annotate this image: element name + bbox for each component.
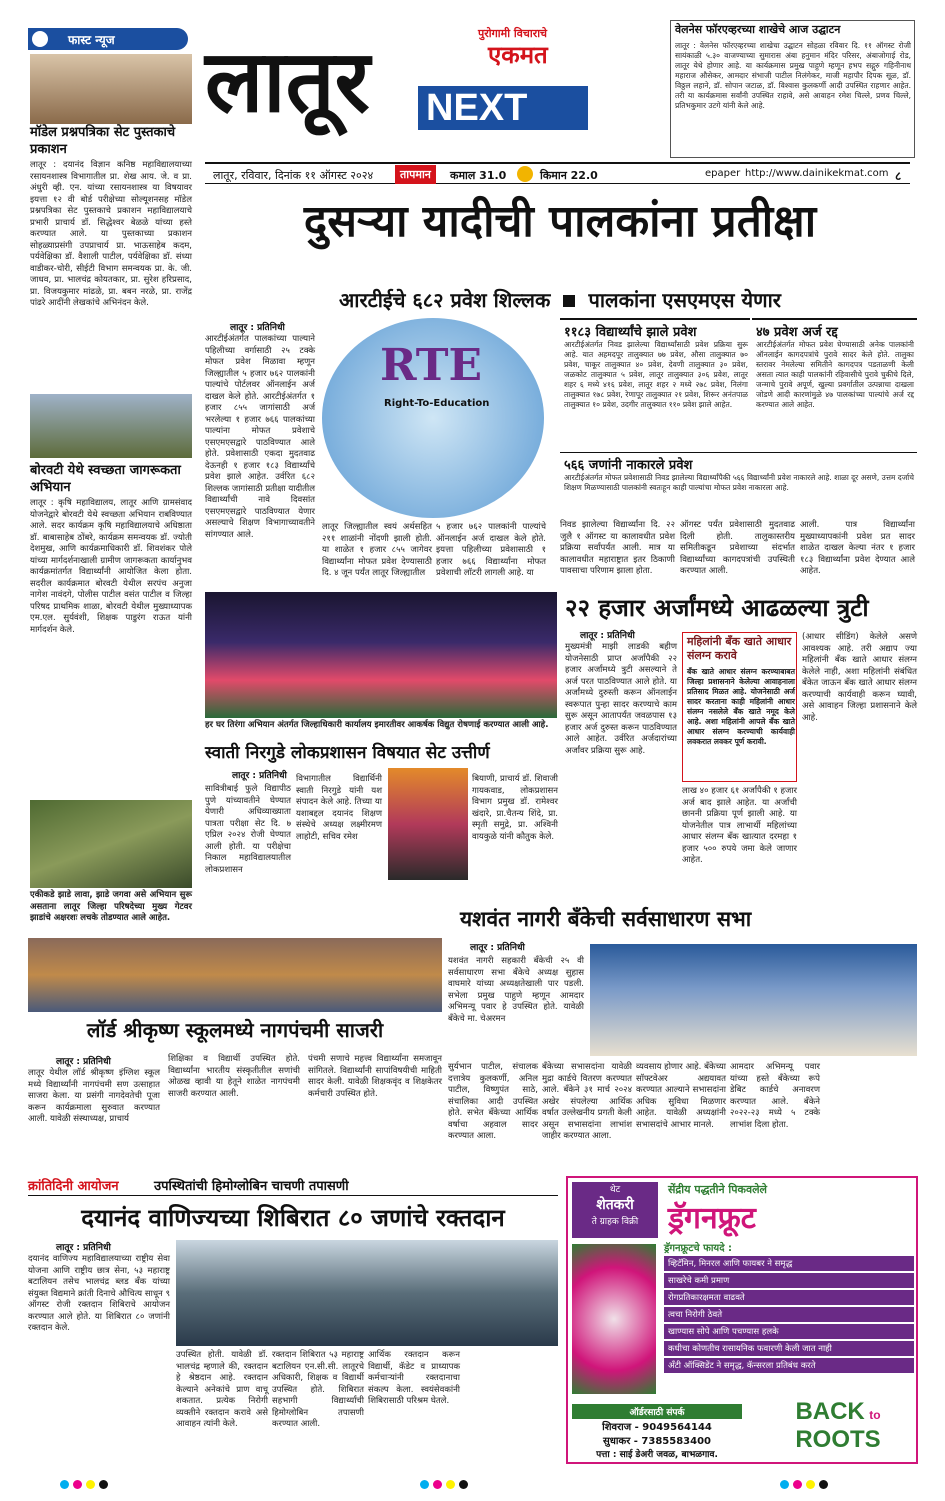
magenta-mark [73,1480,82,1489]
ad-tag2: शेतकरी [596,1197,634,1213]
yellow-mark [446,1480,455,1489]
cyan-mark [780,1480,789,1489]
kranti-c1: दयानंद वाणिज्य महाविद्यालयाच्या राष्ट्रीय सेवा योजना आणि राष्ट्रीय छात्र सेना, ५३ महाराष्ट्र बटालियन तसेच भालचंद्र ब्लड बँक यांच्या संयुक्त विद्यमाने क्रांती दिनाचे औचित्य साधून ९ ऑगस्ट रोजी रक्तदान शिबिराचे आयोजन करण्यात आले होते. या शिबिरात ८० जणांनी रक्तदान केले. [28,1254,170,1333]
masthead-brand: एकमत [488,40,548,69]
story2-title: बोरवटी येथे स्वच्छता जागरूकता अभियान [30,463,181,495]
trees-caption: एकीकडे झाडे लावा, झाडे जगवा असे अभियान सुरू असताना लातूर जिल्हा परिषदेच्या मुख्य गेटवर झाडांचे अक्षरशः लचके तोडण्यात आले आहेत. [30,890,192,923]
bank-c5: आमदार अभिमन्यू पवार यांच्या हस्ते बँकेच्या रूपे डेबिट कार्डचे अनावरण करण्यात आले. बँकेने २०२२-२३ मध्ये ५ टक्के लाभांश दिला होता. [730,1062,820,1130]
page-number: ८ [895,169,902,183]
chevron-down-icon [32,31,48,47]
brand-to: to [869,1408,881,1422]
box1-title: ११८३ विद्यार्थ्यांचे झाले प्रवेश [564,325,697,340]
color-marks-right [780,1480,828,1489]
story2-body: लातूर : कृषि महाविद्यालय, लातूर आणि ग्रामसंवाद योजनेद्वारे बोरवटी येथे स्वच्छता अभियान राबविण्यात आले. सदर कार्यक्रम कृषि महाविद्यालयाचे अधिष्ठाता डॉ. बाबासाहेब ठोंबरे, कार्यक्रम समन्वयक डॉ. ज्योती देशमुख, आणि कार्यक्रमाधिकारी डॉ. शिवशंकर पोले यांच्या मार्गदर्शनाखाली ग्रामीण जागरूकता कार्यानुभव कार्यक्रमांतर्गत विद्यार्थ्यांनी आयोजित केला होता. सदरील कार्यक्रमात बोरवटी येथील सरपंच अनुजा नागेश नावंदगे, पोलीस पाटील वसंत पाटील व जिल्हा परिषद प्राथमिक शाळा, बोरवटी येथील मुख्याध्यापक एम.एल. सुर्यवंशी, शिक्षक पाडुरंग राऊत यांनी मार्गदर्शन केले. [30,498,192,635]
main-col1: आरटीईअंतर्गत पालकांच्या पाल्याने पहिलीच्या वर्गासाठी २५ टक्के मोफत प्रवेश मिळावा म्हणून जिल्ह्यातील ५ हजार ७६२ पालकांनी पाल्यांचे पोर्टलवर ऑनलाईन अर्ज दाखल केले होते. आरटीईअंतर्गत १ हजार ८५५ जागांसाठी अर्ज भरलेल्या १ हजार ७६६ पालकांच्या पाल्यांना मोफत प्रवेशाचे एसएमएसद्वारे पाठविण्यात आले होते. प्रवेशासाठी एकदा मुदतवाढ देऊनही १ हजार १८३ विद्यार्थ्यांचे प्रवेश झाले आहेत. उर्वरित ६८२ शिल्लक जागांसाठी प्रतीक्षा यादीतील विद्यार्थ्यांची नावे दिवसांत एसएमएसद्वारे पाठविण्यात येणार असल्याचे शिक्षण विभागाच्यावतीने सांगण्यात आले. [205,334,315,540]
benefit-item: खाण्यास सोपे आणि पचण्यास हलके [664,1324,914,1339]
ad-subtitle: सेंद्रीय पद्धतीने पिकवलेले [668,1183,768,1196]
benefit-item: साखरेचे कमी प्रमाण [664,1273,914,1288]
swati-photo [388,768,468,880]
cyan-mark [420,1480,429,1489]
book-launch-photo [30,54,192,124]
trutis-headline: २२ हजार अर्जांमध्ये आढळल्या त्रुटी [565,593,869,622]
kranti-c5 [464,1350,558,1458]
swati-headline: स्वाती निरगुडे लोकप्रशासन विषयात सेट उत्तीर्ण [205,743,490,763]
epaper-label: epaper [705,168,741,179]
box1-body: आरटीईअंतर्गत निवड झालेल्या विद्यार्थ्यांसाठी प्रवेश प्रक्रिया सुरू आहे. यात अहमदपूर तालुक्यात ७७ प्रवेश, औसा तालुक्यात ७० प्रवेश, चाकूर तालुक्यात ४० प्रवेश, देवणी तालुक्यात ३० प्रवेश, जळकोट तालुक्यात ५ प्रवेश, लातूर तालुक्यात ३०६ प्रवेश, लातूर शहर ६ मध्ये ४१६ प्रवेश, लातूर शहर २ मध्ये २७८ प्रवेश, निलंगा तालुक्यात १७८ प्रवेश, रेणापूर तालुक्यात २१ प्रवेश, शिरूर अनंतपाळ तालुक्यात १० प्रवेश, उदगीर तालुक्यात ११० प्रवेश झाले आहेत. [564,340,748,409]
benefit-item: व्हिटॅमिन, मिनरल आणि फायबर ने समृद्ध [664,1256,914,1271]
trutis-byline: लातूर : प्रतिनिधी [580,631,635,641]
bank-c1: यशवंत नागरी सहकारी बँकेची २५ वी सर्वसाधारण सभा बँकेचे अध्यक्ष सुहास वाघमारे यांच्या अध्यक्षतेखाली पार पडली. सभेला प्रमुख पाहुणे म्हणून आमदार अभिमन्यू पवार हे उपस्थित होते. यावेळी बँकेचे मा. चेअरमन [448,956,584,1024]
box3-title: ५६६ जणांनी नाकारले प्रवेश [564,458,693,473]
benefit-item: अँटी ऑक्सिडेंट ने समृद्ध, कॅन्सरला प्रतिबंध करते [664,1358,914,1373]
swati-c2: विभागातील विद्यार्थिनी स्वाती निरगुडे यांनी यश संपादन केले आहे. तिच्या या यशाबद्दल दयानंद शिक्षण संस्थेचे अध्यक्ष लक्ष्मीरमण लाहोटी, सचिव रमेश [296,774,382,842]
ad-contact-title: ऑर्डरसाठी संपर्क [572,1404,742,1419]
benefit-item: कधीचा कोणतीच रासायनिक फवारणी केली जात नाही [664,1341,914,1356]
square-icon [563,295,575,307]
main-col2: लातूर जिल्ह्यातील स्वयं अर्थसहित २११ शाळांनी नोंदणी झाली होती. या शाळेत १ हजार ८५५ जागेवर विद्यार्थ्यांना मोफत प्रवेश देण्यासाठी दि. ४ जून पर्यंत लातूर जिल्ह्यातील [322,522,432,578]
trees-photo [30,800,192,888]
black-mark [99,1480,108,1489]
temp-max: कमाल 31.0 [450,169,507,182]
masthead-tagline: पुरोगामी विचाराचे [478,27,548,40]
aadhaar-title: महिलांनी बँक खाते आधार संलग्न करावे [687,635,792,662]
rte-sub: Right-To-Education [384,398,490,409]
temp-min: किमान 22.0 [540,169,598,182]
ad-tag1: थेट [609,1185,621,1195]
cyan-mark [60,1480,69,1489]
ad-benefit-title: ड्रॅगनफ्रूटचे फायदे : [664,1243,733,1254]
site-url[interactable]: http://www.dainikekmat.com [745,168,889,179]
black-mark [819,1480,828,1489]
box3 [560,452,917,508]
dateline-bar [205,162,910,184]
blood-donation-photo [176,1240,558,1346]
lord-c1: लातूर येथील लॉर्ड श्रीकृष्ण इंग्लिश स्कूल मध्ये विद्यार्थ्यांनी नागपंचमी सण उत्साहात साजरा केला. या प्रसंगी नागदेवतेची पूजा करून कार्यक्रमाला सुरुवात करण्यात आली. यावेळी संस्थाध्यक्ष, प्राचार्य [28,1068,160,1124]
ad-tag-box [572,1182,658,1238]
fast-news-label: फास्ट न्यूज [68,33,115,47]
swati-byline: लातूर : प्रतिनिधी [232,771,287,781]
kranti-tagbar [28,1174,558,1196]
story1-body: लातूर : दयानंद विज्ञान कनिष्ठ महाविद्यालयाच्या रसायनशास्त्र विभागातील प्रा. शेख आय. जे. व प्रा. अंधुरी व्ही. एन. यांच्या रसायनशास्त्र या विषयावर इयत्ता १२ वी बोर्ड परीक्षेच्या सोल्यूशनसह मॉडेल प्रश्नपत्रिका सेट पुस्तकाचे प्रकाशन महाविद्यालयाचे प्रभारी प्राचार्य डॉ. सिद्धेश्वर बेळळे यांच्या हस्ते करण्यात आले. या पुस्तकाच्या प्रकाशन सोहळ्याप्रसंगी उपप्राचार्य प्रा. भाऊसाहेब कदम, पर्यवेक्षिका डॉ. वैशाली पाटील, पर्यवेक्षिका डॉ. संध्या वाडीकर-चोरी, सीईटी विभाग समन्वयक प्रा. के. जी. जाधव, प्रा. भालचंद्र कोयतकार, प्रा. सुरेश हरिप्रसाद, प्रा. विजयकुमार मांढळे, प्रा. बबन नरळे, प्रा. राजेंद्र पांढरे आदींनी लेखकांचे अभिनंदन केले. [30,160,192,308]
rte-label: RTE [380,340,483,391]
bank-c4: व्यवसाय होणार आहे. बँकेच्या सॉफ्टवेअर अद्ययावत करण्यात आल्याने सभासदांना अधिक सुविधा मिळणार आहेत. यावेळी अध्यक्षांनी सभासदांचे आभार मानले. [636,1062,726,1130]
benefit-item: त्वचा निरोगी ठेवते [664,1307,914,1322]
story1-title: मॉडेल प्रश्नपत्रिका सेट पुस्तकाचे प्रकाशन [30,125,176,157]
wellness-body: लातूर : वेलनेस फॉरएव्हरच्या शाखेचा उद्घाटन सोहळा रविवार दि. ११ ऑगस्ट रोजी सायंकाळी ५.३० वाजण्याच्या सुमारास अंबा हनुमान मंदिर परिसर, अंबाजोगाई रोड, लातूर येथे होणार आहे. या कार्यक्रमास प्रमुख पाहुणे म्हणून हभप सद्गुरु गहिनीनाथ महाराज औसेकर, आमदार संभाजी पाटील निलंगेकर, माजी महापौर दिपक सूळ, डॉ. विठ्ठल लहाने, डॉ. सोपान जटाळ, डॉ. विश्वास कुलकर्णी आदी उपस्थित राहणार आहेत. तरी या कार्यक्रमास सर्वांनी उपस्थित राहावे, असे आवाहन रमेश चिल्ले, प्रणव चिल्ले, प्रतिभकुमार उटगे यांनी केले आहे. [675,41,911,110]
swati-c1: सावित्रीबाई फुले विद्यापीठ पुणे यांच्यावतीने घेण्यात येणारी अधिव्याख्याता पात्रता परीक्षा सेट दि. ७ एप्रिल २०२४ रोजी घेण्यात आली होती. या परीक्षेचा निकाल महाविद्यालयातील लोकप्रशासन [205,784,291,875]
box2-title: ४७ प्रवेश अर्ज रद्द [756,325,838,340]
bank-c2: सुर्यभान पाटील, संचालक दत्तात्रेय कुलकर्णी, अनिल पाटील, विष्णुपंत साठे, संचालिका आदी उपस्थित होते. सभेत बँकेच्या आर्थिक वर्षाचा अहवाल सादर करण्यात आला. [448,1062,538,1141]
main-subheadline [240,286,880,316]
building-caption: हर घर तिरंगा अभियान अंतर्गत जिल्हाधिकारी कार्यालय इमारतीवर आकर्षक विद्युत रोषणाई करण्यात आली आहे. [205,720,549,730]
temp-label: तापमान [395,165,436,184]
ad-contact2: सुधाकर - 7385583400 [603,1436,711,1447]
benefit-item: रोगप्रतिकारक्षमता वाढवते [664,1290,914,1305]
lord-byline: लातूर : प्रतिनिधी [56,1057,111,1067]
kranti-byline: लातूर : प्रतिनिधी [56,1243,111,1253]
masthead-title: लातूर [205,31,370,132]
bank-byline: लातूर : प्रतिनिधी [470,943,525,953]
brand-roots: ROOTS [795,1426,881,1453]
sub-left: आरटीईचे ६८२ प्रवेश शिल्लक [339,288,551,312]
kranti-headline: दयानंद वाणिज्यच्या शिबिरात ८० जणांचे रक्तदान [81,1203,505,1232]
black-mark [459,1480,468,1489]
main-col6: आली. पात्र विद्यार्थ्यांना मुख्याध्यापकांनी प्रवेश प्रत सादर शाळेत दाखल केल्या नंतर १ हजार १८३ विद्यार्थ्यांना प्रवेश देण्यात आले आहेत. [800,520,915,576]
masthead-next: NEXT [418,86,588,130]
lord-c3: पंचमी सणाचे महत्त्व विद्यार्थ्यांना समजावून सांगितले. विद्यार्थ्यांनी सापांविषयीची माहिती सादर केली. यावेळी शिक्षकवृंद व शिक्षकेतर कर्मचारी उपस्थित होते. [308,1054,442,1099]
dragonfruit-ad[interactable] [566,1176,918,1464]
fast-news-banner [28,28,188,50]
ad-contact1: शिवराज - 9049564144 [602,1422,712,1433]
ad-benefits-list [664,1256,914,1373]
magenta-mark [433,1480,442,1489]
ad-contact [572,1404,742,1460]
nagpanchami-photo [28,938,442,1012]
aadhaar-body: बँक खाते आधार संलग्न करण्याबाबत जिल्हा प्रशासनाने केलेल्या आवाहनाला प्रतिसाद मिळत आहे. योजनेसाठी अर्ज सादर करताना काही महिलांनी आधार संलग्न नसलेले बँक खाते नमूद केले आहे. अशा महिलांनी आपले बँक खाते आधार संलग्न करण्याची कार्यवाही लवकरात लवकर पूर्ण करावी. [687,667,795,746]
borwati-photo [30,394,192,458]
bank-meeting-photo [590,944,917,1056]
lord-headline: लॉर्ड श्रीकृष्ण स्कूलमध्ये नागपंचमी साजरी [28,1012,442,1048]
back-to-roots-logo [768,1398,908,1458]
dateline: लातूर, रविवार, दिनांक ११ ऑगस्ट २०२४ [213,169,374,182]
ad-tag3: ते ग्राहक विक्री [591,1217,639,1227]
yellow-mark [806,1480,815,1489]
lord-c2: शिक्षिका व विद्यार्थी उपस्थित होते. विद्यार्थ्यांना भारतीय संस्कृतीतील सणांची ओळख व्हावी या हेतूने शाळेत नागपंचमी साजरी करण्यात आली. [168,1054,300,1099]
box2 [752,318,917,450]
kranti-tag2: उपस्थितांची हिमोग्लोबिन चाचणी तपासणी [154,1179,349,1194]
main-headline: दुसऱ्या यादीची पालकांना प्रतीक्षा [303,196,817,247]
wellness-box [670,20,915,158]
magenta-mark [793,1480,802,1489]
wellness-title: वेलनेस फॉरएव्हरच्या शाखेचे आज उद्घाटन [675,23,841,36]
kranti-c4: आर्थिक रक्तदान करून विद्यार्थी, कॅडेट व प्राध्यापक कर्मचाऱ्यांनी रक्तदानाचा संकल्प केला. स्वयंसेवकांनी शिबिरासाठी परिश्रम घेतले. [368,1350,460,1406]
trutis-body1: मुख्यमंत्री माझी लाडकी बहीण योजनेसाठी प्राप्त अर्जांपैकी २२ हजार अर्जांमध्ये त्रुटी असल्याने ते अर्ज परत पाठविण्यात आले होते. या अर्जांमध्ये दुरुस्ती करून ऑनलाईन स्वरूपात पुन्हा सादर करण्याचे काम सुरू असून आतापर्यंत जवळपास १३ हजार अर्ज दुरुस्त करून पाठविण्यात आले आहेत. उर्वरित अर्जदारांच्या अर्जांवर प्रक्रिया सुरू आहे. [565,642,677,756]
aadhaar-box [682,632,797,782]
ad-address: पत्ता : साई डेअरी जवळ, बाभळगाव. [596,1450,718,1460]
color-marks-mid [420,1480,468,1489]
color-marks-left [60,1480,108,1489]
sub-right: पालकांना एसएमएस येणार [588,288,781,312]
box2-body: आरटीईअंतर्गत मोफत प्रवेश घेण्यासाठी अनेक पालकांनी ऑनलाईन कागदपत्रांचे पुरावे सादर केले होते. तालुका स्तरावर नेमलेल्या समितीने कागदपत्र पडताळणी केली असता त्यात काही पालकांनी रहिवासीचे पुरावे चुकीचे दिले, जन्माचे पुरावे अपूर्ण, खुल्या प्रवर्गातील उत्पन्नाचा दाखला जोडणे आदी कारणांमुळे ४७ पालकांच्या पाल्यांचे अर्ज रद्द करण्यात आले आहेत. [756,340,914,409]
trutis-body2: (आधार सीडिंग) केलेले असणे आवश्यक आहे. तरी अद्याप ज्या महिलांनी बँक खाते आधार संलग्न केलेले नाही, अशा महिलांनी संबंधित बँकेत जाऊन बँक खाते आधार संलग्न करण्याची कार्यवाही करून घ्यावी, असे आवाहन जिल्हा प्रशासनाने केले आहे. [802,632,917,723]
dragonfruit-image [572,1244,656,1394]
trutis-body3: लाख ४० हजार ६१ अर्जांपैकी १ हजार अर्ज बाद झाले आहेत. या अर्जांची छाननी प्रक्रिया पूर्ण झाली आहे. या योजनेतील पात्र लाभार्थी महिलांच्या आधार संलग्न बँक खात्यात दरमहा १ हजार ५०० रुपये जमा केले जाणार आहेत. [682,786,797,865]
sun-icon [517,166,533,182]
bank-headline: यशवंत नागरी बँकेची सर्वसाधारण सभा [460,906,752,931]
kranti-c2: उपस्थित होती. यावेळी डॉ. भालचंद्र म्हणाले की, रक्तदान हे श्रेष्ठदान आहे. रक्तदान केल्याने अनेकांचे प्राण वाचू शकतात. प्रत्येक निरोगी व्यक्तीने रक्तदान करावे असे आवाहन त्यांनी केले. [176,1350,268,1429]
main-col5: ऑगस्ट पर्यंत प्रवेशासाठी मुदतवाढ दिली होती. तालुकास्तरीय समितीकडून प्रवेशाच्या संदर्भात विद्यार्थ्यांच्या कागदपत्रांची उपस्थिती करण्यात आली. [680,520,795,576]
bank-c6 [824,1062,917,1158]
rte-photo [322,318,544,518]
brand-back: BACK [795,1398,865,1425]
main-byline: लातूर : प्रतिनिधी [230,323,285,333]
box3-body: आरटीईअंतर्गत मोफत प्रवेशासाठी निवड झालेल्या विद्यार्थ्यांपैकी ५६६ विद्यार्थ्यांनी प्रवेश नाकारले आहे. शाळा दूर असणे, उत्तम दर्जाचे शिक्षण मिळण्यासाठी पालकांनी स्वतःहून काही पाल्यांचा मोफत प्रवेश नाकारला आहे. [564,473,914,492]
collector-building-photo [205,592,557,718]
kranti-tag: क्रांतिदिनी आयोजन [28,1179,119,1194]
bank-c3: बँकेच्या सभासदांना यावेळी मुद्रा कार्डचे वितरण करण्यात आले. बँकेने ३१ मार्च २०२४ अखेर संपलेल्या आर्थिक वर्षात उल्लेखनीय प्रगती केली असून सभासदांना लाभांश जाहीर करण्यात आला. [542,1062,632,1141]
main-col4: निवड झालेल्या विद्यार्थ्यांना दि. २२ जुलै १ ऑगस्ट या कालावधीत प्रवेश प्रक्रिया सर्वांपर्यंत आली. मात्र या कालावधीत महाराष्ट्रात इतर ठिकाणी पावसाचा परिणाम झाला होता. [560,520,675,576]
swati-c3: बियाणी, प्राचार्य डॉ. शिवाजी गायकवाड, लोकप्रशासन विभाग प्रमुख डॉ. रामेश्वर खंदारे, प्रा.चैतन्य शिंदे, प्रा. स्मृती समुद्रे, प्रा. अश्विनी वायकुळे यांनी कौतुक केले. [472,774,558,842]
main-col3: ५ हजार ७६२ पालकांनी पाल्यांचे ऑनलाईन अर्ज दाखल केले होते. इयत्ता पहिलीच्या प्रवेशासाठी १ हजार ७६६ विद्यार्थ्यांना मोफत प्रवेशाची लॉटरी लागली आहे. या [436,522,546,578]
kranti-c3: रक्तदान शिबिरात ५३ महाराष्ट्र बटालियन एन.सी.सी. लातूरचे अधिकारी, शिक्षक व विद्यार्थी उपस्थित होते. शिबिरात सहभागी विद्यार्थ्यांची हिमोग्लोबिन तपासणी करण्यात आली. [272,1350,364,1429]
ad-title: ड्रॅगनफ्रूट [668,1201,756,1236]
box1 [560,318,750,450]
yellow-mark [86,1480,95,1489]
main-col1b [205,526,315,586]
